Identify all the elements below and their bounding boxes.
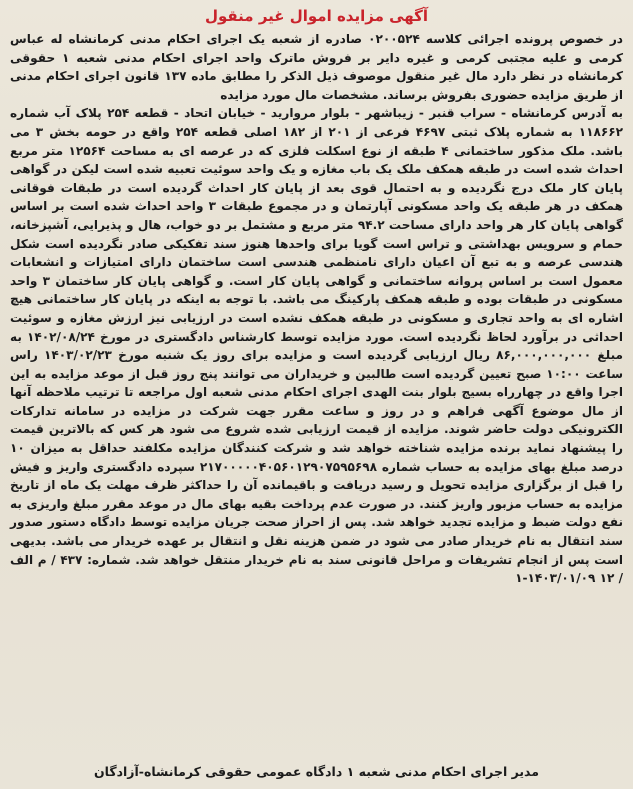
- notice-paragraph-details: به آدرس کرمانشاه - سراب قنبر - زیباشهر - بلوار مروارید - خیابان اتحاد - قطعه ۲۵۴ پلاک آب شماره ۱۱۸۶۶۲ به شماره پلاک ثبتی ۴۶۹۷ فرعی از ۲۰۱ از ۱۸۲ اصلی قطعه ۲۵۴ واقع در حومه بخش ۳ می باشد. ملک مذکور ساختمانی ۴ طبقه از نوع اسکلت فلزی که در عرصه ای به مساحت ۱۲۵۶۴ متر مربع احداث شده است در طبقه همکف ملک یک باب مغازه و یک واحد سوئیت تعبیه شده است لیکن در گواهی پایان کار ملک درج نگردیده و به احتمال قوی بعد از پایان کار احداث گردیده است در طبقات فوقانی همکف در هر طبقه یک واحد مسکونی آپارتمان و در مجموع طبقات ۳ واحد احداث شده است بر اساس گواهی پایان کار هر واحد دارای مساحت ۹۴.۲ متر مربع و مشتمل بر دو خواب، هال و پذیرایی، آشپزخانه، حمام و سرویس بهداشتی و تراس است گویا برای واحدها هنوز سند تفکیکی صادر نگردیده است شکل هندسی عرصه و به تبع آن اعیان دارای نامنظمی هندسی است ساختمان دارای امتیازات و انشعابات معمول است بر اساس پروانه ساختمانی و گواهی پایان کار است. و گواهی پایان کار ساختمان ۳ واحد مسکونی در طبقات بوده و طبقه همکف پارکینگ می باشد. با توجه به اینکه در پایان کار ساختمانی هیچ اشاره ای به واحد تجاری و مسکونی در طبقه همکف نشده است در ارزیابی نیز ارزش مغازه و سوئیت احداثی در برآورد لحاظ نگردیده است. مورد مزایده توسط کارشناس دادگستری در مورخ ۱۴۰۲/۰۸/۲۴ به مبلغ ۸۶,۰۰۰,۰۰۰,۰۰۰ ریال ارزیابی گردیده است و مزایده برای روز یک شنبه مورخ ۱۴۰۳/۰۲/۲۳ راس ساعت ۱۰:۰۰ صبح تعیین گردیده است طالبین و خریداران می توانند پنج روز قبل از موعد مزایده به این اجرا واقع در چهارراه بسیج بلوار بنت الهدی اجرای احکام مدنی شعبه اول مراجعه تا ترتیب ملاحظه آنها از مال موضوع آگهی فراهم و در روز و ساعت مقرر جهت شرکت در مزایده در سامانه تدارکات الکترونیکی دولت حاضر شوند. مزایده از قیمت ارزیابی شده شروع می شود هر کس که بالاترین قیمت را پیشنهاد نماید برنده مزایده شناخته خواهد شد و شرکت کنندگان مزایده مکلفند حداقل به میزان ۱۰ درصد مبلغ بهای مزایده به حساب شماره ۲۱۷۰۰۰۰۰۴۰۵۶۰۱۲۹۰۷۵۹۵۶۹۸ سپرده دادگستری واریز و فیش را قبل از برگزاری مزایده تحویل و رسید دریافت و باقیمانده آن را حداکثر ظرف مهلت یک ماه از تاریخ مزایده به حساب مزبور واریز کنند. در صورت عدم پرداخت بقیه بهای مال در موعد مقرر مبلغ واریزی به نفع دولت ضبط و مزایده تجدید خواهد شد. پس از احراز صحت جریان مزایده توسط دادگاه دستور صدور سند انتقال به نام خریدار صادر می شود در ضمن هزینه نقل و انتقال بر عهده خریدار می باشد. بدیهی است پس از انجام تشریفات و مراحل قانونی سند به نام خریدار منتقل خواهد شد. شماره: ۴۳۷ / م الف / ۱۲ ۱۴۰۳/۰۱/۰۹-۱: [10, 106, 624, 586]
- notice-signature: مدیر اجرای احکام مدنی شعبه ۱ دادگاه عمومی حقوقی کرمانشاه-آزادگان: [93, 764, 540, 779]
- notice-title: آگهی مزایده اموال غیر منقول: [204, 7, 429, 25]
- notice-paragraph-intro: در خصوص پرونده اجرائی کلاسه ۰۲۰۰۵۲۴ صادره از شعبه یک اجرای احکام مدنی کرمانشاه له عباس کرمی و علیه مجتبی کرمی و غیره دایر بر فروش ماترک واحد اجرای احکام مدنی شعبه ۱ حقوقی کرمانشاه در نظر دارد مال غیر منقول موصوف ذیل الذکر را مطابق ماده ۱۳۷ قانون اجرای احکام مدنی از طریق مزایده حضوری بفروش برساند. مشخصات مال مورد مزایده: [10, 32, 623, 102]
- notice-body: [10, 30, 623, 588]
